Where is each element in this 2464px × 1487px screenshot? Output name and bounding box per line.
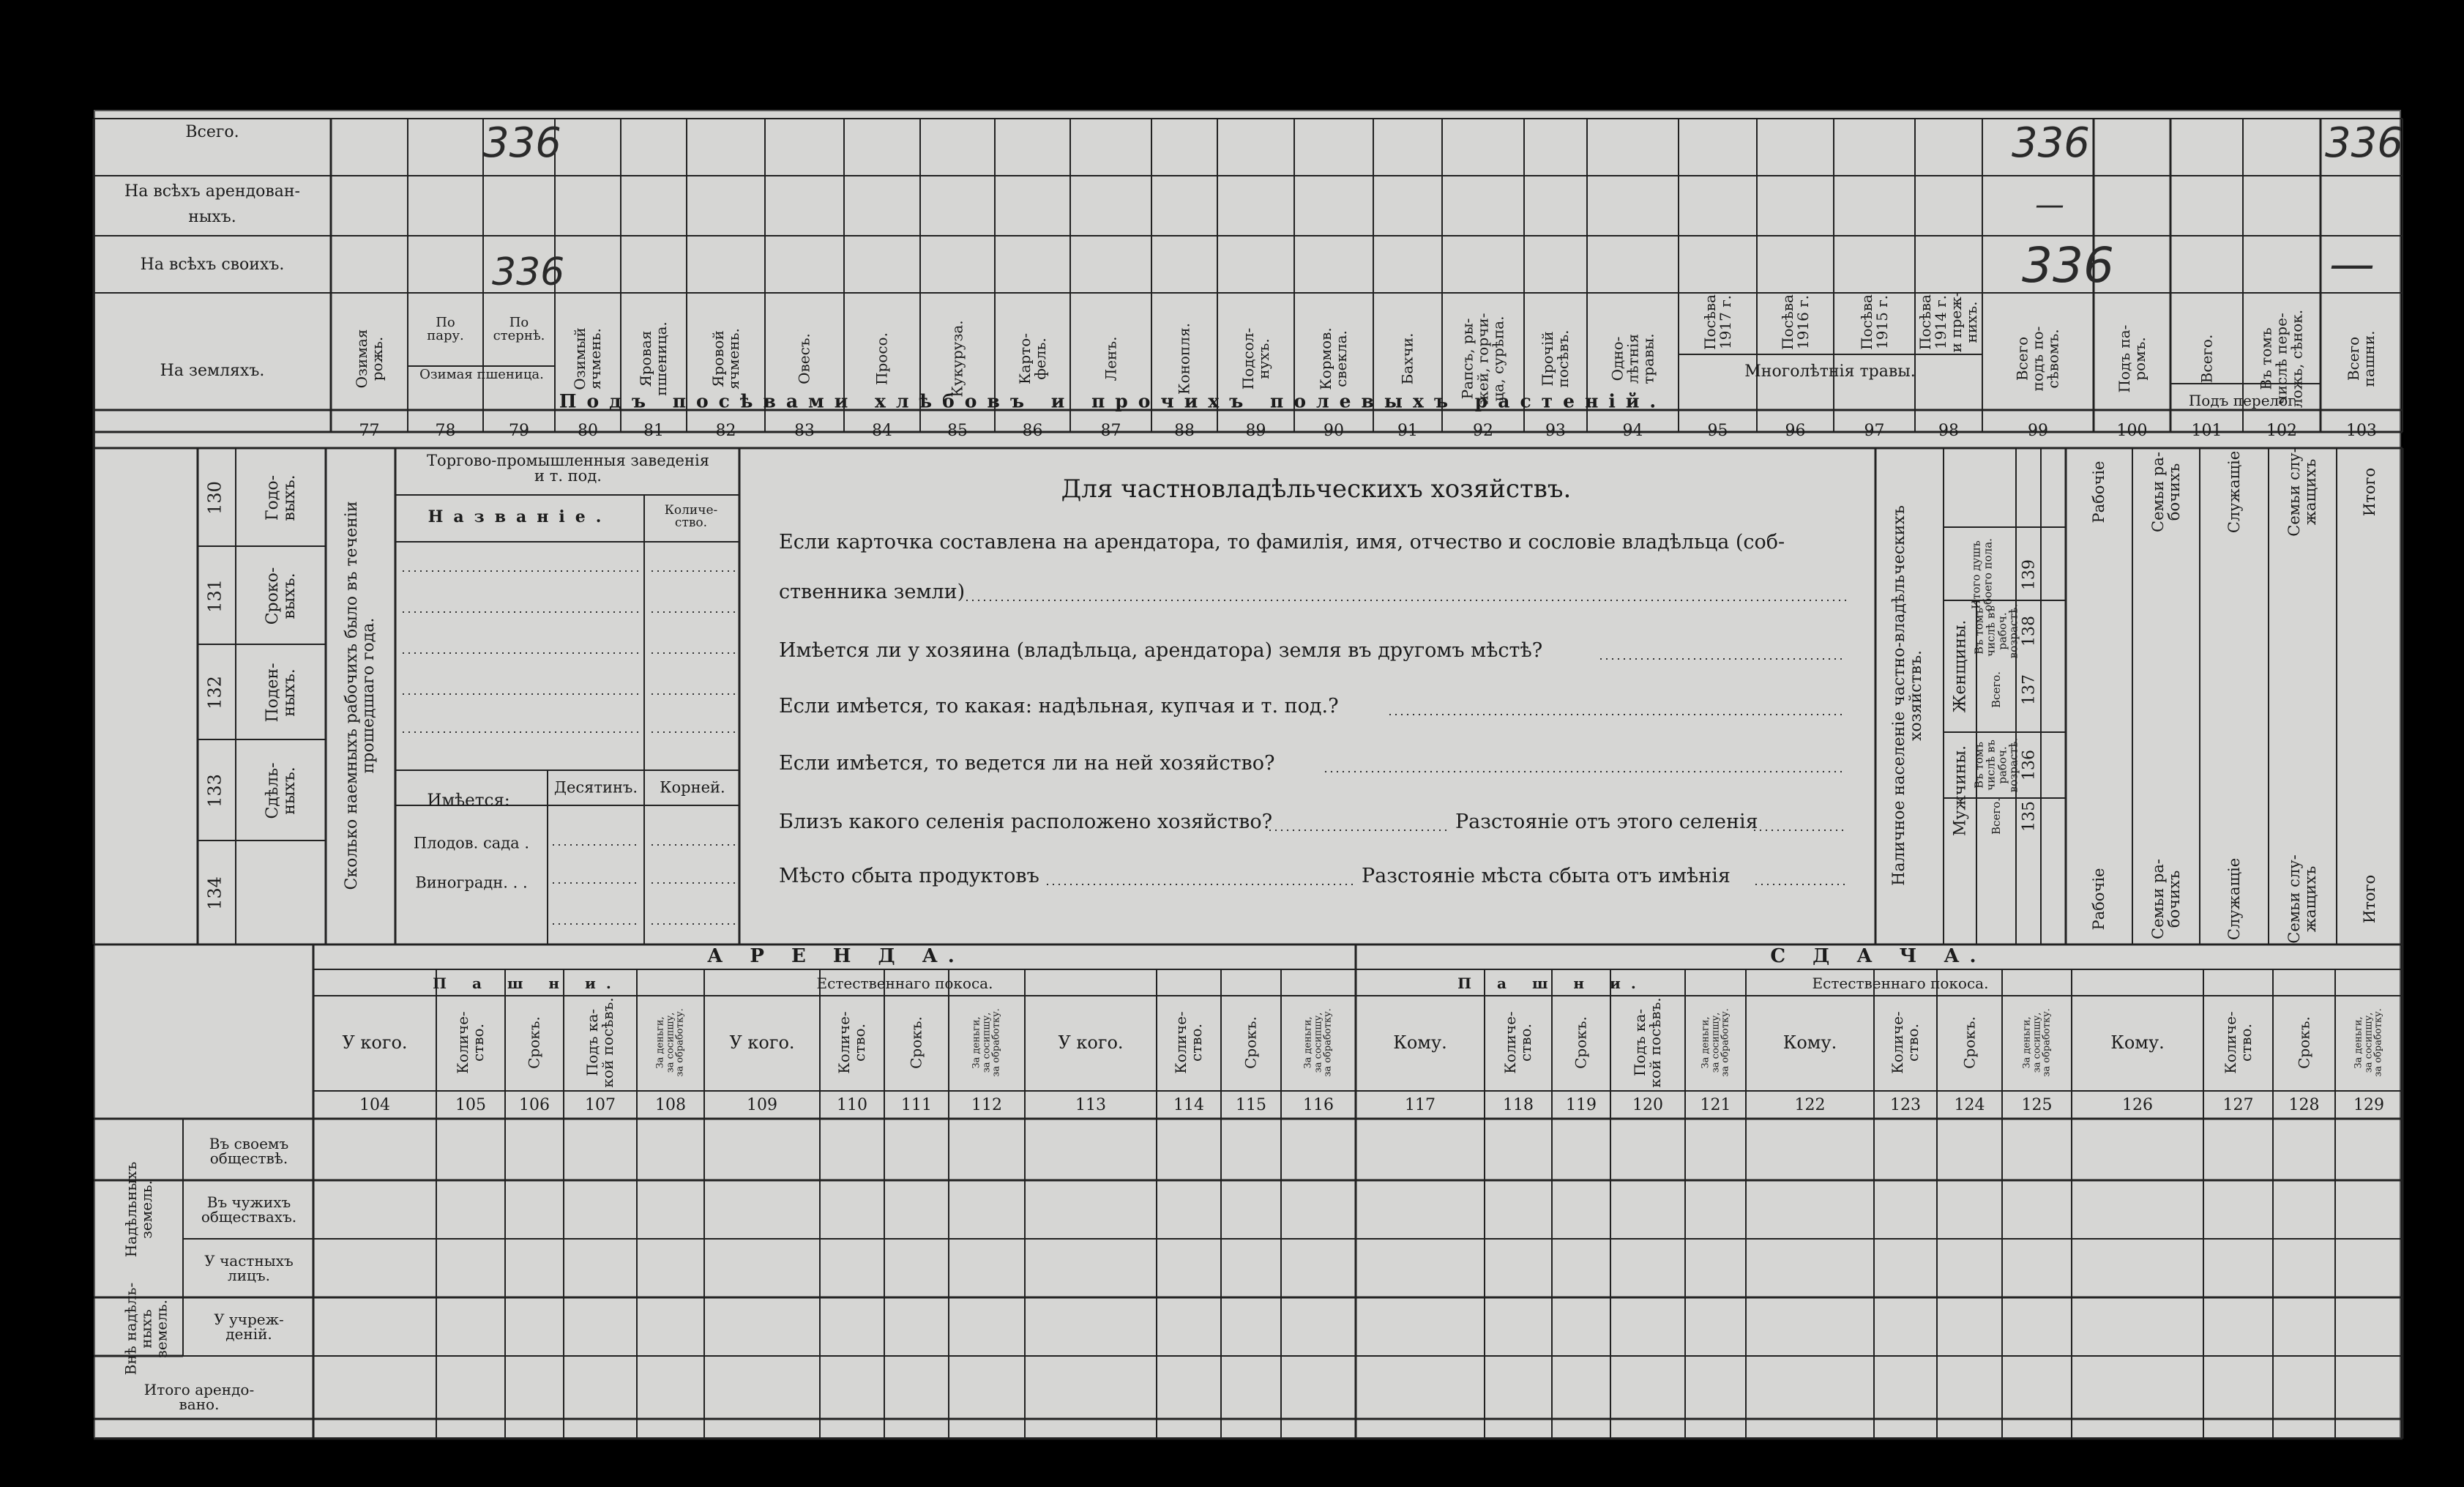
korney-header: Корней. xyxy=(660,778,725,797)
bottom-column-number: 106 xyxy=(519,1096,550,1114)
desyat-header: Десятинъ. xyxy=(553,778,638,797)
column-header: Подсол- нухъ. xyxy=(1239,327,1272,390)
column-number: 82 xyxy=(715,422,736,440)
bottom-column-number: 105 xyxy=(455,1096,486,1114)
bottom-column-number: 113 xyxy=(1075,1096,1106,1114)
livestock-number: 134 xyxy=(204,876,225,910)
bottom-column-header: Кому. xyxy=(1782,1032,1837,1053)
right-column-header: Семьи слу- жащихъ xyxy=(2285,854,2319,944)
row-label: У частныхъ лицъ. xyxy=(204,1252,294,1284)
bottom-column-number: 119 xyxy=(1566,1096,1597,1114)
column-number: 90 xyxy=(1324,422,1344,440)
right-column-header: Семьи слу- жащихъ xyxy=(2285,447,2319,537)
bottom-column-number: 110 xyxy=(837,1096,867,1114)
handwritten-dash: — xyxy=(2035,188,2064,222)
column-number: 95 xyxy=(1707,422,1728,440)
bottom-column-number: 109 xyxy=(747,1096,777,1114)
column-header: Въ томъ числѣ пере- ложь, сѣнок. xyxy=(2257,309,2306,409)
bottom-column-number: 127 xyxy=(2222,1096,2254,1114)
column-number: 78 xyxy=(435,422,456,440)
handwritten-total: 336 xyxy=(2012,119,2090,167)
bottom-column-header: У кого. xyxy=(729,1032,795,1053)
column-header: Всего пашни. xyxy=(2345,330,2378,387)
hired-workers-label: Сколько наемныхъ рабочихъ было въ теченіи прошедшаго года. xyxy=(342,501,378,890)
population-column-number: 137 xyxy=(2020,674,2039,705)
livestock-label: Годо- выхъ. xyxy=(263,474,299,521)
right-column-header: Семьи ра- бочихъ xyxy=(2148,452,2183,532)
question-1-end: ственника земли) xyxy=(779,580,966,603)
bottom-column-number: 104 xyxy=(359,1096,390,1114)
right-column-header: Рабочіе xyxy=(2089,461,2108,523)
column-number: 102 xyxy=(2266,422,2297,440)
population-column-number: 135 xyxy=(2020,801,2039,832)
column-header: Ленъ. xyxy=(1102,336,1119,381)
column-number: 92 xyxy=(1473,422,1493,440)
column-header: Рапсъ, ры- жей, горчи- ца, сурѣпа. xyxy=(1458,313,1507,405)
bottom-column-number: 117 xyxy=(1405,1096,1436,1114)
bottom-column-header: У кого. xyxy=(1058,1032,1124,1053)
column-number: 89 xyxy=(1245,422,1266,440)
column-number: 80 xyxy=(578,422,598,440)
bottom-column-header: Срокъ. xyxy=(1572,1016,1590,1069)
bottom-column-header: Количе- ство. xyxy=(454,1011,487,1074)
question-3: Если имѣется, то какая: надѣльная, купчая и т. под.? xyxy=(779,694,1339,718)
rental-header: С Д А Ч А. xyxy=(1770,945,1987,967)
bottom-column-header: У кого. xyxy=(342,1032,408,1053)
row-group-label: Внѣ надѣль- ныхъ земель. xyxy=(122,1282,171,1376)
bottom-column-header: За деньги, за сосипшу, за обработку. xyxy=(2353,1008,2384,1077)
meadow-header: Естественнаго покоса. xyxy=(816,974,993,992)
column-number: 91 xyxy=(1397,422,1418,440)
lease-header: А Р Е Н Д А. xyxy=(707,945,965,967)
question-2: Имѣется ли у хозяина (владѣльца, арендатора) земля въ другомъ мѣстѣ? xyxy=(779,638,1543,662)
population-column-header: Въ томъ числѣ въ рабоч. возрастѣ. xyxy=(1972,603,2020,659)
bottom-column-number: 126 xyxy=(2122,1096,2153,1114)
group-header: Озимая пшеница. xyxy=(419,367,544,382)
bottom-column-header: Количе- ство. xyxy=(1889,1011,1922,1074)
question-4: Если имѣется, то ведется ли на ней хозяйство? xyxy=(779,751,1275,775)
bottom-column-header: Срокъ. xyxy=(907,1016,925,1069)
bottom-column-number: 118 xyxy=(1503,1096,1534,1114)
column-header: Посѣва 1916 г. xyxy=(1778,294,1812,350)
bottom-column-header: Кому. xyxy=(1393,1032,1447,1053)
bottom-column-number: 107 xyxy=(585,1096,616,1114)
column-number: 84 xyxy=(872,422,892,440)
population-column-header: Въ томъ числѣ въ рабоч. возрастѣ. xyxy=(1972,737,2020,793)
column-header: Яровой ячмень. xyxy=(709,328,742,390)
plough-header: П а ш н и. xyxy=(1457,974,1646,992)
bottom-column-header: Подъ ка- кой посѣвъ. xyxy=(583,997,616,1088)
column-number: 86 xyxy=(1022,422,1043,440)
plough-header: П а ш н и. xyxy=(433,974,621,992)
livestock-number: 133 xyxy=(204,774,225,808)
bottom-column-number: 114 xyxy=(1173,1096,1204,1114)
column-number: 98 xyxy=(1938,422,1959,440)
column-header: Овесъ. xyxy=(795,333,813,384)
question-6-distance: Разстояніе мѣста сбыта отъ имѣнія xyxy=(1362,864,1731,887)
right-column-header: Итого xyxy=(2360,874,2378,924)
column-number: 81 xyxy=(643,422,664,440)
bottom-column-number: 129 xyxy=(2353,1096,2384,1114)
bottom-column-header: Количе- ство. xyxy=(835,1011,868,1074)
bottom-column-number: 128 xyxy=(2288,1096,2320,1114)
column-number: 79 xyxy=(509,422,529,440)
column-header: Озимая рожь. xyxy=(352,329,386,389)
row-label: ныхъ. xyxy=(188,208,236,226)
column-header: Одно- лѣтнія травы. xyxy=(1608,333,1657,384)
private-farms-title: Для частновладѣльческихъ хозяйствъ. xyxy=(1061,474,1572,504)
column-number: 100 xyxy=(2116,422,2148,440)
row-label: На земляхъ. xyxy=(160,362,265,380)
bottom-column-header: Подъ ка- кой посѣвъ. xyxy=(1631,997,1664,1088)
bottom-column-number: 122 xyxy=(1794,1096,1826,1114)
row-label: У учреж- деній. xyxy=(214,1311,284,1343)
bottom-column-header: Срокъ. xyxy=(525,1016,543,1069)
column-header: Всего подъ по- сѣвомъ. xyxy=(2013,326,2062,392)
trade-qty-header: Количе- ство. xyxy=(664,503,718,530)
bottom-column-header: Количе- ство. xyxy=(2221,1011,2255,1074)
column-number: 101 xyxy=(2191,422,2222,440)
column-number: 99 xyxy=(2028,422,2048,440)
column-header: Подъ па- ромъ. xyxy=(2115,324,2148,393)
bottom-column-header: Срокъ. xyxy=(1242,1016,1260,1069)
question-5-distance: Разстояніе отъ этого селенія xyxy=(1455,810,1758,833)
bottom-column-header: Кому. xyxy=(2110,1032,2165,1053)
bottom-column-number: 115 xyxy=(1236,1096,1266,1114)
livestock-number: 131 xyxy=(204,579,225,613)
population-column-header: Всего. xyxy=(1990,671,2004,708)
group-header: Подъ перелог. xyxy=(2188,392,2301,409)
question-6: Мѣсто сбыта продуктовъ xyxy=(779,864,1039,887)
has-label: Имѣется: xyxy=(427,791,510,810)
column-header: Кукуруза. xyxy=(948,320,966,398)
column-number: 87 xyxy=(1100,422,1121,440)
column-header: Просо. xyxy=(873,332,891,385)
bottom-column-number: 112 xyxy=(971,1096,1002,1114)
bottom-column-number: 108 xyxy=(655,1096,686,1114)
row-label: Въ своемъ обществѣ. xyxy=(209,1135,289,1167)
bottom-column-header: За деньги, за сосипшу, за обработку. xyxy=(2021,1008,2053,1077)
right-column-header: Рабочіе xyxy=(2089,868,2108,931)
bottom-column-header: За деньги, за сосипшу, за обработку. xyxy=(1700,1008,1731,1077)
right-column-header: Служащіе xyxy=(2225,857,2243,941)
column-header: Кормов. свекла. xyxy=(1317,327,1350,390)
column-header: Посѣва 1914 г. и преж- нихъ. xyxy=(1916,291,1980,353)
handwritten-total: 336 xyxy=(483,119,561,167)
orchard-label: Плодов. сада . xyxy=(413,834,530,852)
bottom-column-number: 111 xyxy=(901,1096,932,1114)
column-header: Посѣва 1915 г. xyxy=(1857,294,1891,350)
population-column-number: 139 xyxy=(2020,559,2039,590)
total-row-label: Итого арендо- вано. xyxy=(143,1381,255,1413)
bottom-column-number: 123 xyxy=(1890,1096,1921,1114)
bottom-column-header: За деньги, за сосипшу, за обработку. xyxy=(654,1008,686,1077)
population-column-number: 138 xyxy=(2020,616,2039,646)
column-header: Озимый ячмень. xyxy=(571,327,604,390)
population-column-header: Всего. xyxy=(1990,798,2004,835)
bottom-column-number: 120 xyxy=(1632,1096,1663,1114)
column-header: Яровая пшеница. xyxy=(637,321,670,396)
column-number: 97 xyxy=(1864,422,1885,440)
population-column-number: 136 xyxy=(2020,750,2039,780)
right-column-header: Итого xyxy=(2360,467,2378,517)
handwritten-own: — xyxy=(2329,237,2375,291)
column-header: Бахчи. xyxy=(1398,332,1416,385)
population-label: Наличное населеніе частно-владѣльческихъ хозяйствъ. xyxy=(1889,505,1925,886)
column-number: 103 xyxy=(2346,422,2377,440)
column-number: 83 xyxy=(794,422,815,440)
question-1: Если карточка составлена на арендатора, то фамилія, имя, отчество и сословіе владѣльца (соб- xyxy=(779,530,1785,554)
column-number: 94 xyxy=(1622,422,1643,440)
column-header: Карто- фель. xyxy=(1015,332,1049,385)
bottom-column-header: Количе- ство. xyxy=(1172,1011,1205,1074)
bottom-column-number: 116 xyxy=(1303,1096,1334,1114)
bottom-column-number: 125 xyxy=(2021,1096,2053,1114)
men-label: Мужчины. xyxy=(1951,745,1970,837)
row-label: На всѣхъ своихъ. xyxy=(140,256,285,274)
column-header: Посѣва 1917 г. xyxy=(1700,294,1734,350)
row-label: Въ чужихъ обществахъ. xyxy=(201,1193,297,1226)
livestock-number: 132 xyxy=(204,676,225,709)
column-number: 77 xyxy=(359,422,380,440)
livestock-label: Поден- ныхъ. xyxy=(263,663,299,723)
livestock-label: Сроко- выхъ. xyxy=(263,567,299,625)
bottom-column-number: 124 xyxy=(1954,1096,1985,1114)
column-number: 93 xyxy=(1545,422,1566,440)
vineyard-label: Виноградн. . . xyxy=(415,873,528,892)
row-label: Всего. xyxy=(185,123,239,141)
handwritten-own: 336 xyxy=(492,250,565,294)
column-number: 96 xyxy=(1785,422,1806,440)
livestock-number: 130 xyxy=(204,481,225,515)
meadow-header: Естественнаго покоса. xyxy=(1812,974,1989,992)
column-header: По пару. xyxy=(427,315,464,343)
population-column-header: Итого душъ обоего пола. xyxy=(1969,538,1994,611)
bottom-column-header: Количе- ство. xyxy=(1501,1011,1534,1074)
question-5: Близъ какого селенія расположено хозяйство? xyxy=(779,810,1273,833)
bottom-column-header: За деньги, за сосипшу, за обработку. xyxy=(1302,1008,1334,1077)
right-column-header: Семьи ра- бочихъ xyxy=(2148,859,2183,939)
trade-name-header: Названіе. xyxy=(428,507,612,526)
column-number: 88 xyxy=(1174,422,1195,440)
bottom-column-header: Срокъ. xyxy=(2295,1016,2312,1069)
handwritten-total: 336 xyxy=(2325,119,2403,167)
bottom-column-number: 121 xyxy=(1700,1096,1731,1114)
column-header: Всего. xyxy=(2198,334,2215,384)
column-header: По стернѣ. xyxy=(493,315,545,343)
trade-title: Торгово-промышленныя заведенія и т. под. xyxy=(427,452,709,485)
column-header: Прочій посѣвъ. xyxy=(1539,329,1572,388)
row-group-label: Надѣльныхъ земель. xyxy=(122,1161,155,1258)
right-column-header: Служащіе xyxy=(2225,450,2243,534)
section-banner: Подъ посѣвами хлѣбовъ и прочихъ полевыхъ растеній. xyxy=(559,390,1667,412)
row-label: На всѣхъ арендован- xyxy=(124,182,300,201)
group-header: Многолѣтнія травы. xyxy=(1744,362,1916,381)
bottom-column-header: За деньги, за сосипшу, за обработку. xyxy=(971,1008,1002,1077)
column-number: 85 xyxy=(947,422,968,440)
handwritten-own: 336 xyxy=(2022,237,2114,294)
livestock-label: Сдѣль- ныхъ. xyxy=(263,762,299,819)
women-label: Женщины. xyxy=(1951,619,1970,713)
column-header: Конопля. xyxy=(1175,323,1193,395)
bottom-column-header: Срокъ. xyxy=(1960,1016,1978,1069)
